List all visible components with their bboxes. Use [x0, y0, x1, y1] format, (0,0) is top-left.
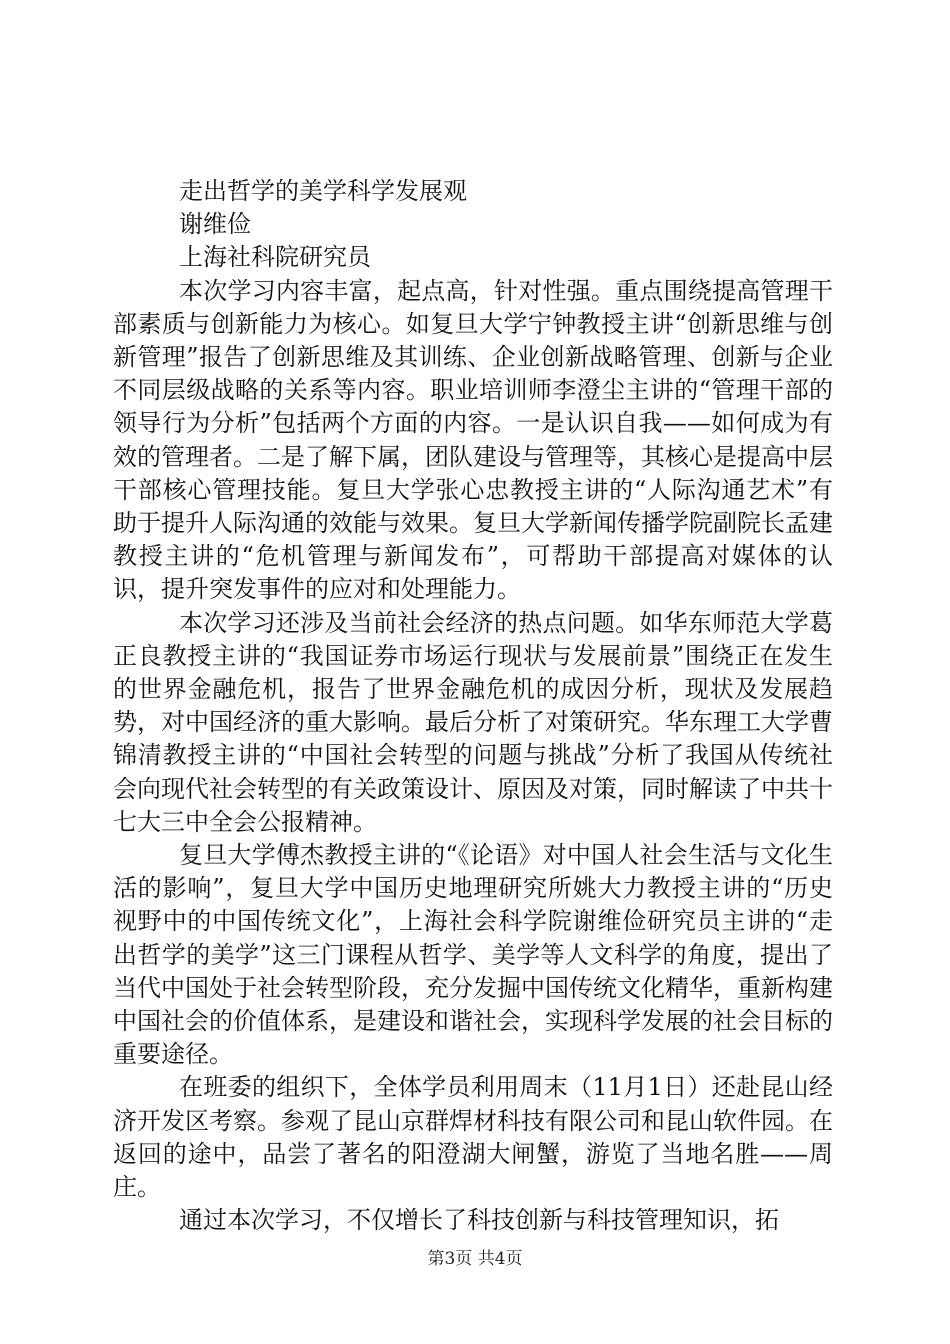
paragraph-2: 本次学习还涉及当前社会经济的热点问题。如华东师范大学葛正良教授主讲的“我国证券市场运行现状与发展前景”围绕正在发生的世界金融危机，报告了世界金融危机的成因分析，现状及发展趋势，对中国经济的重大影响。最后分析了对策研究。华东理工大学曹锦清教授主讲的“中国社会转型的问题与挑战”分析了我国从传统社会向现代社会转型的有关政策设计、原因及对策，同时解读了中共十七大三中全会公报精神。 [113, 608, 833, 836]
paragraph-3: 复旦大学傅杰教授主讲的“《论语》对中国人社会生活与文化生活的影响”，复旦大学中国历史地理研究所姚大力教授主讲的“历史视野中的中国传统文化”，上海社会科学院谢维俭研究员主讲的“走出哲学的美学”这三门课程从哲学、美学等人文科学的角度，提出了当代中国处于社会转型阶段，充分发掘中国传统文化精华，重新构建中国社会的价值体系，是建设和谐社会，实现科学发展的社会目标的重要途径。 [113, 841, 833, 1069]
author-affiliation: 上海社科院研究员 [179, 243, 371, 272]
paragraph-1: 本次学习内容丰富，起点高，针对性强。重点围绕提高管理干部素质与创新能力为核心。如复旦大学宁钟教授主讲“创新思维与创新管理”报告了创新思维及其训练、企业创新战略管理、创新与企业不同层级战略的关系等内容。职业培训师李澄尘主讲的“管理干部的领导行为分析”包括两个方面的内容。一是认识自我——如何成为有效的管理者。二是了解下属，团队建设与管理等，其核心是提高中层干部核心管理技能。复旦大学张心忠教授主讲的“人际沟通艺术”有助于提升人际沟通的效能与效果。复旦大学新闻传播学院副院长孟建教授主讲的“危机管理与新闻发布”，可帮助干部提高对媒体的认识，提升突发事件的应对和处理能力。 [113, 276, 833, 604]
author-name: 谢维俭 [179, 210, 251, 239]
page-number: 第3页 共4页 [427, 1249, 523, 1269]
paragraph-4: 在班委的组织下，全体学员利用周末（11月1日）还赴昆山经济开发区考察。参观了昆山京群焊材科技有限公司和昆山软件园。在返回的途中，品尝了著名的阳澄湖大闸蟹，游览了当地名胜——周庄。 [113, 1073, 833, 1202]
document-title: 走出哲学的美学科学发展观 [179, 177, 467, 205]
document-body [113, 175, 833, 1238]
paragraph-5: 通过本次学习，不仅增长了科技创新与科技管理知识，拓 [179, 1206, 779, 1235]
